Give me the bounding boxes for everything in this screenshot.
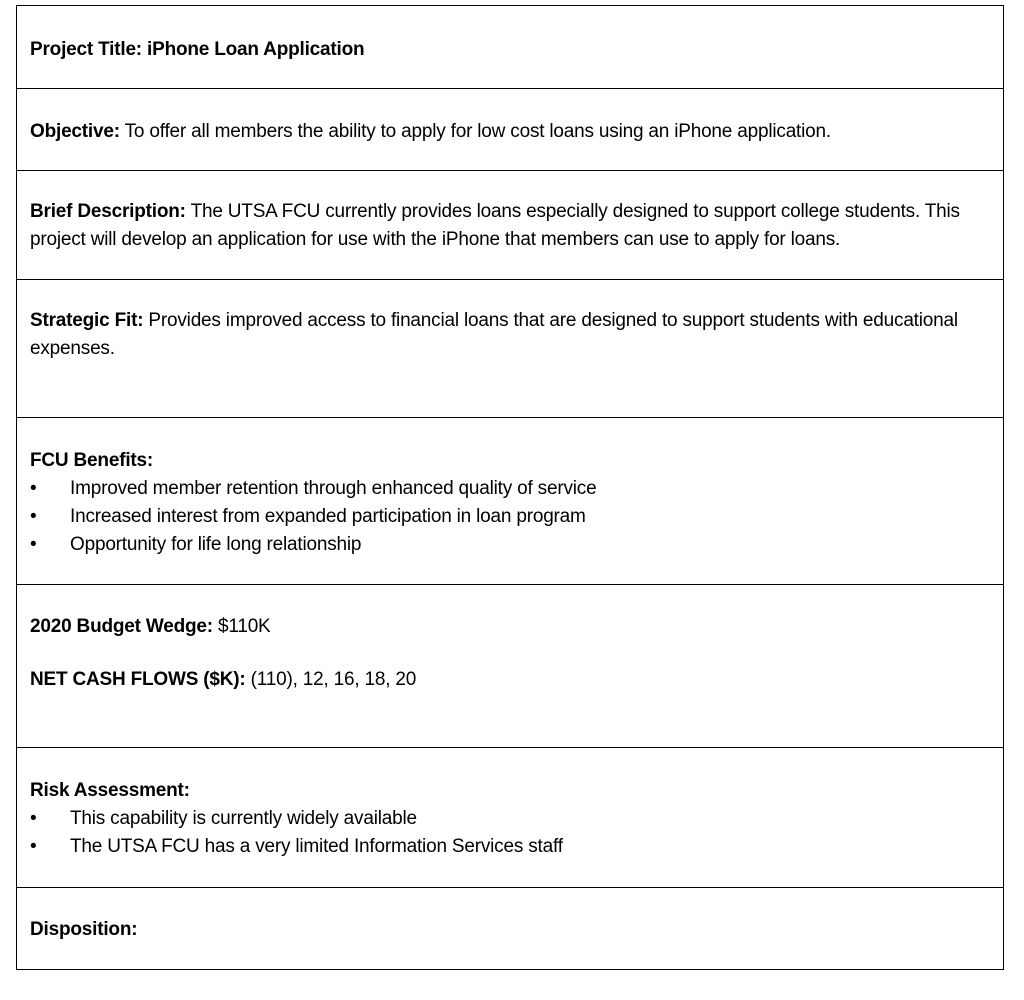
objective-label: Objective: <box>30 121 120 142</box>
project-title <box>30 36 1003 64</box>
brief-description-label: Brief Description: <box>30 201 186 222</box>
net-cash-flows-paragraph <box>30 666 1003 694</box>
project-proposal-table <box>16 5 1004 970</box>
project-title-row <box>17 6 1004 89</box>
brief-description-cell <box>17 171 1004 280</box>
benefit-text: Improved member retention through enhanced quality of service <box>70 478 597 499</box>
strategic-fit-row <box>17 280 1004 418</box>
risk-assessment-list <box>30 805 1003 861</box>
budget-row <box>17 585 1004 748</box>
budget-wedge-value: $110K <box>212 616 271 637</box>
strategic-fit-label: Strategic Fit: <box>30 310 144 331</box>
strategic-fit-paragraph <box>30 307 1003 363</box>
brief-description-paragraph <box>30 198 1003 254</box>
risk-assessment-row <box>17 748 1004 888</box>
budget-wedge-paragraph <box>30 613 1003 641</box>
strategic-fit-text: Provides improved access to financial loans that are designed to support students with educational expenses. <box>30 310 958 359</box>
disposition-cell <box>17 888 1004 970</box>
objective-paragraph <box>30 118 1003 146</box>
benefit-text: Opportunity for life long relationship <box>70 534 362 555</box>
benefit-text: Increased interest from expanded participation in loan program <box>70 506 586 527</box>
bullet-icon: • <box>30 836 37 857</box>
bullet-icon: • <box>30 808 37 829</box>
list-item <box>30 833 1003 861</box>
risk-assessment-cell <box>17 748 1004 888</box>
list-item <box>30 503 1003 531</box>
bullet-icon: • <box>30 506 37 527</box>
list-item <box>30 531 1003 559</box>
brief-description-row <box>17 171 1004 280</box>
net-cash-flows-label: NET CASH FLOWS ($K): <box>30 669 246 690</box>
project-title-cell <box>17 6 1004 89</box>
list-item <box>30 805 1003 833</box>
budget-wedge-label: 2020 Budget Wedge: <box>30 616 213 637</box>
objective-text: To offer all members the ability to apply for low cost loans using an iPhone application. <box>119 121 831 142</box>
risk-text: The UTSA FCU has a very limited Information Services staff <box>70 836 563 857</box>
list-item <box>30 475 1003 503</box>
risk-assessment-label: Risk Assessment: <box>30 780 190 801</box>
fcu-benefits-list <box>30 475 1003 559</box>
objective-cell <box>17 89 1004 171</box>
fcu-benefits-row <box>17 418 1004 585</box>
bullet-icon: • <box>30 478 37 499</box>
bullet-icon: • <box>30 534 37 555</box>
objective-row <box>17 89 1004 171</box>
brief-description-text: The UTSA FCU currently provides loans especially designed to support college students. This project will develop an application for use with the iPhone that members can use to apply for loans. <box>30 201 960 250</box>
fcu-benefits-cell <box>17 418 1004 585</box>
project-title-label: Project Title: iPhone Loan Application <box>30 39 365 60</box>
disposition-row <box>17 888 1004 970</box>
fcu-benefits-label: FCU Benefits: <box>30 450 154 471</box>
net-cash-flows-value: (110), 12, 16, 18, 20 <box>245 669 417 690</box>
risk-text: This capability is currently widely available <box>70 808 417 829</box>
spacer <box>30 641 1003 666</box>
disposition-label: Disposition: <box>30 919 138 940</box>
budget-cell <box>17 585 1004 748</box>
strategic-fit-cell <box>17 280 1004 418</box>
